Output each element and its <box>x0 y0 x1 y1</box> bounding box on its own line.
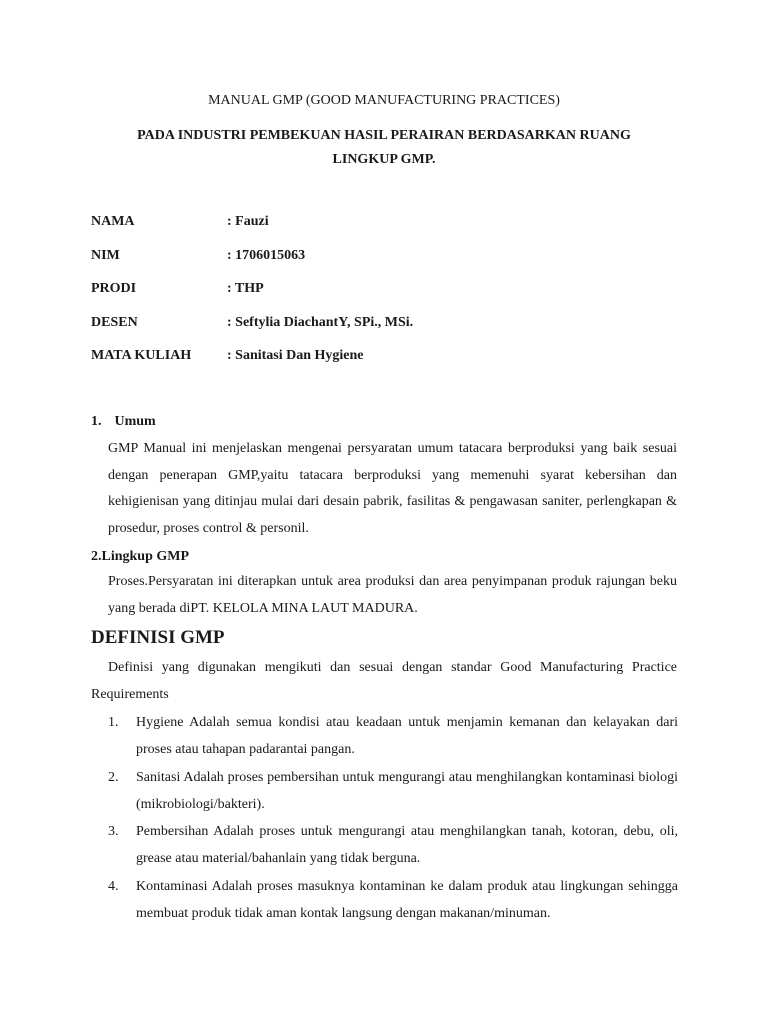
list-item <box>108 764 678 818</box>
list-number: 3. <box>108 824 119 839</box>
document-subtitle <box>100 124 668 172</box>
section-2-heading: 2.Lingkup GMP <box>91 549 190 564</box>
info-value: : Seftylia DiachantY, SPi., MSi. <box>227 314 414 330</box>
list-item <box>108 873 678 927</box>
info-label: PRODI <box>91 281 137 297</box>
section-1-heading <box>91 414 156 430</box>
list-number: 1. <box>108 715 119 730</box>
info-label: DESEN <box>91 314 138 330</box>
list-number: 4. <box>108 878 119 894</box>
subtitle-line-2: LINGKUP GMP. <box>332 152 436 167</box>
section-1-number: 1. <box>91 414 102 429</box>
definisi-intro: Definisi yang digunakan mengikuti dan sesuai dengan standar Good Manufacturing Practice Requirements <box>91 660 677 702</box>
info-row-desen <box>91 313 651 347</box>
info-row-nim <box>91 246 651 280</box>
list-text: Kontaminasi Adalah proses masuknya kontaminan ke dalam produk atau lingkungan sehingga membuat produk tidak aman kontak langsung dengan makanan/minuman. <box>136 878 678 921</box>
section-1-body: GMP Manual ini menjelaskan mengenai persyaratan umum tatacara berproduksi yang baik sesuai dengan penerapan GMP,yaitu tatacara berproduksi yang memenuhi syarat kebersihan dan kehigienisan yang ditinjau mulai dari desain pabrik, fasilitas & pengawasan saniter, perlengkapan & prosedur, proses control & personil. <box>108 441 677 536</box>
info-label: NAMA <box>91 214 135 229</box>
info-row-prodi <box>91 279 651 313</box>
info-value: : Fauzi <box>227 214 269 229</box>
definisi-list <box>108 709 678 927</box>
info-row-mata-kuliah <box>91 346 651 380</box>
info-value: : 1706015063 <box>227 247 306 263</box>
section-1-title: Umum <box>114 414 156 429</box>
info-label: MATA KULIAH <box>91 348 192 364</box>
student-info <box>91 212 651 380</box>
info-label: NIM <box>91 247 120 263</box>
list-item <box>108 818 678 872</box>
subtitle-line-1: PADA INDUSTRI PEMBEKUAN HASIL PERAIRAN BERDASARKAN RUANG <box>137 128 631 143</box>
document-title: MANUAL GMP (GOOD MANUFACTURING PRACTICES) <box>208 93 560 108</box>
list-item <box>108 709 678 763</box>
info-row-nama <box>91 212 651 246</box>
list-number: 2. <box>108 769 119 785</box>
list-text: Sanitasi Adalah proses pembersihan untuk mengurangi atau menghilangkan kontaminasi biologi (mikrobiologi/bakteri). <box>136 769 678 812</box>
section-2-body: Proses.Persyaratan ini diterapkan untuk area produksi dan area penyimpanan produk rajungan beku yang berada diPT. KELOLA MINA LAUT MADURA. <box>108 574 677 616</box>
info-value: : THP <box>227 281 264 297</box>
list-text: Pembersihan Adalah proses untuk mengurangi atau menghilangkan tanah, kotoran, debu, oli, grease atau material/bahanlain yang tidak berguna. <box>136 824 678 866</box>
definisi-title: DEFINISI GMP <box>91 627 225 648</box>
list-text: Hygiene Adalah semua kondisi atau keadaan untuk menjamin kemanan dan kelayakan dari proses atau tahapan padarantai pangan. <box>136 715 678 757</box>
info-value: : Sanitasi Dan Hygiene <box>227 348 364 364</box>
